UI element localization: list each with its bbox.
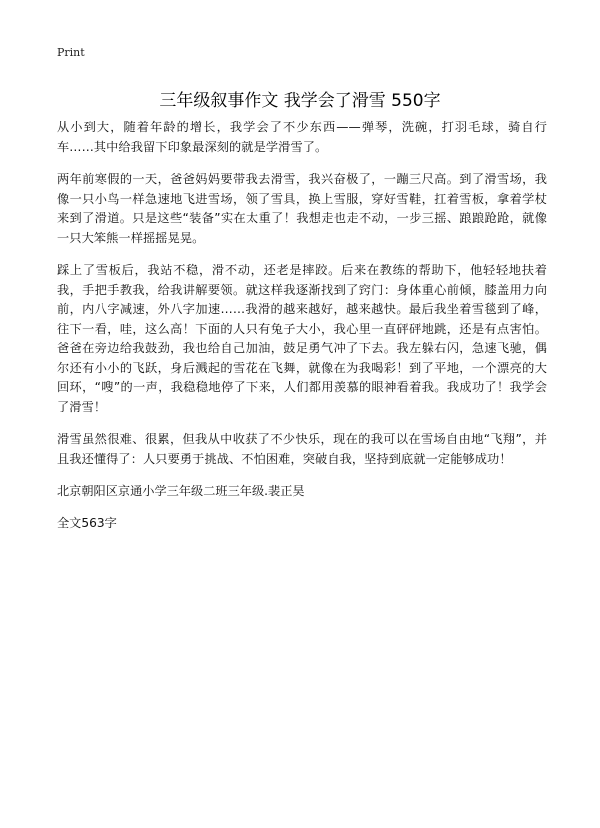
word-count: 全文563字 (57, 515, 117, 530)
paragraph-conclusion: 滑雪虽然很难、很累，但我从中收获了不少快乐，现在的我可以在雪场自由地“飞翔”，并且我还懂得了：人只要勇于挑战、不怕困难，突破自我，坚持到底就一定能够成功！ (57, 432, 547, 466)
article-title: 三年级叙事作文 我学会了滑雪 550字 (159, 91, 441, 112)
author-byline: 北京朝阳区京通小学三年级二班三年级.裴正昊 (57, 484, 305, 498)
paragraph-learning: 踩上了雪板后，我站不稳，滑不动，还老是摔跤。后来在教练的帮助下，他轻轻地扶着我，手把手教我，给我讲解要领。就这样我逐渐找到了窍门：身体重心前倾，膝盖用力向前，内八字减速，外八字加速……我滑的越来越好，越来越快。最后我坐着雪毯到了峰，往下一看，哇，这么高！下面的人只有兔子大小，我心里一直砰砰地跳，还是有点害怕。爸爸在旁边给我鼓劲，我也给自己加油，鼓足勇气冲了下去。我左躲右闪，急速飞驰，偶尔还有小小的飞跃，身后溅起的雪花在飞舞，就像在为我喝彩！到了平地，一个漂亮的大回环，“嗖”的一声，我稳稳地停了下来，人们都用羡慕的眼神看着我。我成功了！我学会了滑雪！ (57, 263, 547, 414)
paragraph-intro: 从小到大，随着年龄的增长，我学会了不少东西——弹琴，洗碗，打羽毛球，骑自行车……其中给我留下印象最深刻的就是学滑雪了。 (57, 120, 547, 154)
article-body (57, 118, 547, 533)
print-link[interactable]: Print (57, 46, 85, 59)
paragraph-winter-trip: 两年前寒假的一天，爸爸妈妈要带我去滑雪，我兴奋极了，一蹦三尺高。到了滑雪场，我像一只小鸟一样急速地飞进雪场，领了雪具，换上雪服，穿好雪鞋，扛着雪板，拿着学杖来到了滑道。只是这些“装备”实在太重了！我想走也走不动，一步三摇、踉踉跄跄，就像一只大笨熊一样摇摇晃晃。 (57, 172, 547, 245)
